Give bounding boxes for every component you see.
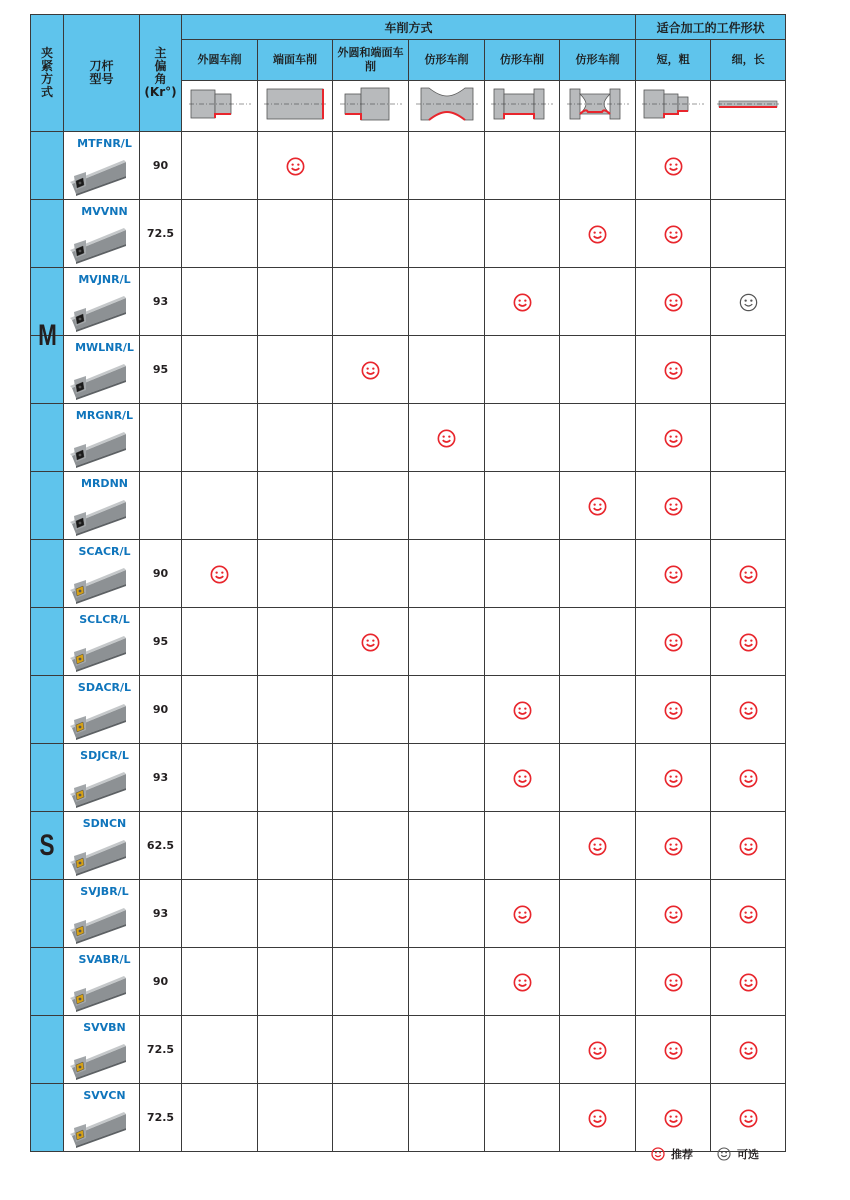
clamp-group-cell — [31, 200, 64, 268]
suitability-cell — [711, 880, 786, 948]
suitability-cell — [560, 948, 636, 1016]
recommended-smiley-icon — [513, 973, 532, 992]
clamp-group-cell — [31, 132, 64, 200]
recommended-smiley-icon — [664, 361, 683, 380]
suitability-cell — [485, 608, 560, 676]
suitability-cell — [409, 540, 485, 608]
column-header-4: 仿形车削 — [409, 40, 485, 81]
tool-model-name: MWLNR/L — [75, 341, 134, 354]
suitability-cell — [485, 812, 560, 880]
table-row — [31, 1084, 786, 1152]
suitability-cell — [485, 200, 560, 268]
column-header-7: 短，粗 — [636, 40, 711, 81]
table-row — [31, 1016, 786, 1084]
suitability-cell — [711, 472, 786, 540]
table-row — [31, 472, 786, 540]
optional-smiley-icon — [739, 293, 758, 312]
workpiece-shape-icon-4 — [415, 82, 479, 126]
suitability-cell — [485, 676, 560, 744]
tool-holder-icon — [68, 698, 130, 740]
lead-angle-cell: 72.5 — [140, 1016, 182, 1084]
suitability-cell — [258, 200, 333, 268]
suitability-cell — [333, 880, 409, 948]
recommended-smiley-icon — [651, 1147, 665, 1161]
suitability-cell — [182, 812, 258, 880]
recommended-smiley-icon — [513, 701, 532, 720]
suitability-cell — [182, 608, 258, 676]
clamp-label-char: 紧 — [40, 59, 53, 73]
table-row — [31, 608, 786, 676]
recommended-smiley-icon — [664, 837, 683, 856]
suitability-cell — [485, 132, 560, 200]
clamp-group-cell — [31, 880, 64, 948]
suitability-cell — [182, 132, 258, 200]
workpiece-shape-header: 适合加工的工件形状 — [636, 15, 786, 40]
workpiece-shape-icon-2 — [263, 82, 327, 126]
recommended-smiley-icon — [664, 497, 683, 516]
tool-holder-icon — [68, 630, 130, 672]
suitability-cell — [409, 1016, 485, 1084]
suitability-cell — [636, 608, 711, 676]
shape-illustration-cell — [258, 81, 333, 132]
suitability-cell — [258, 336, 333, 404]
tool-model-name: MVVNN — [81, 205, 128, 218]
suitability-cell — [409, 880, 485, 948]
suitability-cell — [711, 540, 786, 608]
column-header-5: 仿形车削 — [485, 40, 560, 81]
clamp-group-letter: M — [37, 318, 57, 352]
suitability-cell — [560, 472, 636, 540]
suitability-cell — [182, 200, 258, 268]
holder-label-line2: 型号 — [89, 72, 114, 86]
suitability-cell — [333, 744, 409, 812]
tool-holder-icon — [68, 834, 130, 876]
recommended-smiley-icon — [739, 565, 758, 584]
suitability-cell — [636, 1016, 711, 1084]
holder-label-line1: 刀杆 — [89, 59, 114, 73]
suitability-cell — [636, 812, 711, 880]
tool-model-name: MTFNR/L — [77, 137, 132, 150]
table-row — [31, 404, 786, 472]
tool-model-name: SDNCN — [82, 817, 127, 830]
tool-model-cell — [64, 744, 140, 812]
tool-model-cell — [64, 676, 140, 744]
recommended-smiley-icon — [664, 701, 683, 720]
tool-model-cell — [64, 200, 140, 268]
suitability-cell — [333, 472, 409, 540]
recommended-smiley-icon — [739, 633, 758, 652]
recommended-smiley-icon — [739, 1041, 758, 1060]
suitability-cell — [333, 1084, 409, 1152]
table-row — [31, 880, 786, 948]
suitability-cell — [711, 268, 786, 336]
suitability-cell — [711, 744, 786, 812]
table-row — [31, 200, 786, 268]
turning-method-header: 车削方式 — [182, 15, 636, 40]
suitability-cell — [636, 132, 711, 200]
clamp-group-cell — [31, 948, 64, 1016]
clamp-group-cell — [31, 744, 64, 812]
column-header-3: 外圆和端面车削 — [333, 40, 409, 81]
suitability-cell — [182, 540, 258, 608]
clamp-group-cell — [31, 472, 64, 540]
suitability-cell — [636, 336, 711, 404]
clamp-group-cell — [31, 540, 64, 608]
table-row — [31, 812, 786, 880]
suitability-cell — [409, 744, 485, 812]
recommended-smiley-icon — [739, 769, 758, 788]
suitability-cell — [258, 268, 333, 336]
recommended-smiley-icon — [513, 293, 532, 312]
suitability-cell — [182, 880, 258, 948]
column-header-6: 仿形车削 — [560, 40, 636, 81]
table-row — [31, 744, 786, 812]
suitability-cell — [409, 200, 485, 268]
recommended-smiley-icon — [739, 905, 758, 924]
suitability-cell — [636, 880, 711, 948]
suitability-cell — [485, 948, 560, 1016]
recommended-smiley-icon — [588, 1041, 607, 1060]
tool-model-name: SVVBN — [83, 1021, 126, 1034]
suitability-cell — [182, 472, 258, 540]
recommended-smiley-icon — [739, 701, 758, 720]
tool-holder-icon — [68, 154, 130, 196]
recommended-smiley-icon — [664, 633, 683, 652]
lead-angle-cell: 72.5 — [140, 200, 182, 268]
suitability-cell — [636, 744, 711, 812]
suitability-cell — [258, 472, 333, 540]
suitability-cell — [560, 1084, 636, 1152]
suitability-cell — [636, 1084, 711, 1152]
clamp-group-cell — [31, 1016, 64, 1084]
angle-label-line1: 主 — [154, 46, 167, 60]
suitability-cell — [711, 132, 786, 200]
table-row — [31, 540, 786, 608]
tool-model-cell — [64, 608, 140, 676]
clamp-group-cell — [31, 268, 64, 352]
tool-holder-icon — [68, 358, 130, 400]
suitability-cell — [333, 812, 409, 880]
suitability-cell — [333, 608, 409, 676]
suitability-cell — [711, 1084, 786, 1152]
tool-model-name: SCLCR/L — [79, 613, 130, 626]
tool-model-name: SVJBR/L — [80, 885, 129, 898]
suitability-cell — [409, 404, 485, 472]
suitability-cell — [560, 336, 636, 404]
clamp-method-header — [31, 15, 64, 132]
tool-holder-icon — [68, 1106, 130, 1148]
suitability-cell — [711, 676, 786, 744]
tool-model-name: SDACR/L — [77, 681, 132, 694]
lead-angle-cell: 62.5 — [140, 812, 182, 880]
lead-angle-cell — [140, 472, 182, 540]
suitability-cell — [560, 404, 636, 472]
suitability-cell — [636, 676, 711, 744]
suitability-cell — [258, 676, 333, 744]
suitability-cell — [711, 200, 786, 268]
tool-holder-icon — [68, 494, 130, 536]
suitability-cell — [711, 608, 786, 676]
recommended-smiley-icon — [664, 973, 683, 992]
suitability-cell — [333, 1016, 409, 1084]
suitability-cell — [182, 744, 258, 812]
recommended-smiley-icon — [588, 837, 607, 856]
table-row — [31, 132, 786, 200]
tool-model-cell — [64, 948, 140, 1016]
workpiece-shape-icon-5 — [490, 82, 554, 126]
suitability-cell — [409, 812, 485, 880]
recommended-smiley-icon — [664, 1041, 683, 1060]
angle-label-line3: 角 — [154, 72, 167, 86]
clamp-group-cell — [31, 608, 64, 676]
suitability-cell — [333, 404, 409, 472]
lead-angle-cell: 93 — [140, 268, 182, 336]
shape-illustration-cell — [409, 81, 485, 132]
workpiece-shape-icon-3 — [339, 82, 403, 126]
tool-model-name: MRDNN — [81, 477, 128, 490]
suitability-cell — [182, 948, 258, 1016]
suitability-cell — [485, 336, 560, 404]
tool-holder-icon — [68, 222, 130, 264]
lead-angle-cell: 90 — [140, 676, 182, 744]
holder-model-header — [64, 15, 140, 132]
suitability-cell — [409, 268, 485, 336]
recommended-smiley-icon — [664, 1109, 683, 1128]
workpiece-shape-icon-1 — [188, 82, 252, 126]
suitability-cell — [409, 948, 485, 1016]
suitability-cell — [485, 268, 560, 336]
workpiece-shape-icon-8 — [716, 82, 780, 126]
suitability-cell — [409, 1084, 485, 1152]
suitability-cell — [333, 132, 409, 200]
shape-illustration-cell — [636, 81, 711, 132]
recommended-smiley-icon — [361, 633, 380, 652]
suitability-cell — [333, 676, 409, 744]
workpiece-shape-icon-7 — [641, 82, 705, 126]
suitability-cell — [711, 812, 786, 880]
lead-angle-cell: 90 — [140, 540, 182, 608]
recommended-smiley-icon — [739, 837, 758, 856]
recommended-smiley-icon — [361, 361, 380, 380]
suitability-cell — [636, 472, 711, 540]
lead-angle-cell: 90 — [140, 132, 182, 200]
legend — [651, 1146, 759, 1162]
column-header-8: 细，长 — [711, 40, 786, 81]
suitability-cell — [560, 540, 636, 608]
workpiece-shape-icon-6 — [566, 82, 630, 126]
legend-optional — [717, 1146, 759, 1162]
lead-angle-cell: 72.5 — [140, 1084, 182, 1152]
suitability-cell — [636, 200, 711, 268]
lead-angle-cell: 95 — [140, 336, 182, 404]
suitability-cell — [258, 540, 333, 608]
lead-angle-header — [140, 15, 182, 132]
table-row — [31, 948, 786, 1016]
suitability-cell — [560, 880, 636, 948]
clamp-group-letter: S — [39, 828, 55, 862]
tool-model-name: MVJNR/L — [78, 273, 131, 286]
suitability-cell — [560, 1016, 636, 1084]
suitability-cell — [182, 268, 258, 336]
tool-model-name: SVVCN — [83, 1089, 126, 1102]
legend-recommended — [651, 1146, 693, 1162]
angle-label-line4: (Kr°) — [144, 85, 177, 99]
lead-angle-cell: 93 — [140, 880, 182, 948]
column-header-1: 外圆车削 — [182, 40, 258, 81]
recommended-smiley-icon — [513, 769, 532, 788]
clamp-label-char: 方 — [40, 72, 53, 86]
suitability-cell — [258, 1016, 333, 1084]
tool-selection-table — [30, 14, 786, 1152]
tool-holder-icon — [68, 766, 130, 808]
suitability-cell — [485, 472, 560, 540]
angle-label-line2: 偏 — [154, 59, 167, 73]
suitability-cell — [258, 812, 333, 880]
suitability-cell — [333, 540, 409, 608]
suitability-cell — [409, 472, 485, 540]
suitability-cell — [560, 608, 636, 676]
suitability-cell — [258, 404, 333, 472]
suitability-cell — [333, 200, 409, 268]
tool-model-name: SVABR/L — [78, 953, 131, 966]
suitability-cell — [485, 540, 560, 608]
tool-model-cell — [64, 1016, 140, 1084]
tool-holder-icon — [68, 290, 130, 332]
suitability-cell — [711, 1016, 786, 1084]
suitability-cell — [485, 744, 560, 812]
clamp-label-char: 夹 — [40, 46, 53, 60]
recommended-smiley-icon — [513, 905, 532, 924]
lead-angle-cell: 90 — [140, 948, 182, 1016]
recommended-smiley-icon — [664, 225, 683, 244]
suitability-cell — [711, 404, 786, 472]
recommended-smiley-icon — [588, 225, 607, 244]
suitability-cell — [182, 1016, 258, 1084]
suitability-cell — [560, 812, 636, 880]
suitability-cell — [258, 132, 333, 200]
suitability-cell — [485, 1084, 560, 1152]
recommended-smiley-icon — [437, 429, 456, 448]
suitability-cell — [258, 744, 333, 812]
tool-model-name: SCACR/L — [78, 545, 131, 558]
tool-holder-icon — [68, 1038, 130, 1080]
tool-model-cell — [64, 336, 140, 404]
shape-illustration-cell — [485, 81, 560, 132]
tool-holder-icon — [68, 902, 130, 944]
suitability-cell — [636, 948, 711, 1016]
lead-angle-cell: 93 — [140, 744, 182, 812]
tool-holder-icon — [68, 562, 130, 604]
tool-model-cell — [64, 540, 140, 608]
suitability-cell — [485, 1016, 560, 1084]
tool-model-cell — [64, 812, 140, 880]
table-row — [31, 268, 786, 336]
clamp-group-cell — [31, 812, 64, 880]
suitability-cell — [333, 336, 409, 404]
recommended-smiley-icon — [739, 973, 758, 992]
suitability-cell — [333, 948, 409, 1016]
optional-smiley-icon — [717, 1147, 731, 1161]
legend-recommended-label: 推荐 — [671, 1148, 693, 1161]
tool-model-cell — [64, 404, 140, 472]
suitability-cell — [560, 200, 636, 268]
table-row — [31, 336, 786, 404]
recommended-smiley-icon — [286, 157, 305, 176]
suitability-cell — [560, 676, 636, 744]
recommended-smiley-icon — [664, 429, 683, 448]
suitability-cell — [560, 132, 636, 200]
suitability-cell — [182, 1084, 258, 1152]
clamp-method-label — [41, 47, 53, 99]
tool-model-cell — [64, 268, 140, 336]
clamp-label-char: 式 — [40, 85, 53, 99]
recommended-smiley-icon — [588, 497, 607, 516]
tool-model-cell — [64, 472, 140, 540]
lead-angle-cell — [140, 404, 182, 472]
suitability-cell — [485, 880, 560, 948]
suitability-cell — [636, 404, 711, 472]
suitability-cell — [409, 676, 485, 744]
recommended-smiley-icon — [210, 565, 229, 584]
tool-model-name: SDJCR/L — [80, 749, 129, 762]
tool-model-cell — [64, 880, 140, 948]
suitability-cell — [636, 268, 711, 336]
suitability-cell — [636, 540, 711, 608]
suitability-cell — [409, 132, 485, 200]
shape-illustration-cell — [182, 81, 258, 132]
shape-illustration-cell — [333, 81, 409, 132]
suitability-cell — [560, 268, 636, 336]
shape-illustration-cell — [711, 81, 786, 132]
suitability-cell — [333, 268, 409, 336]
suitability-cell — [258, 1084, 333, 1152]
suitability-cell — [711, 336, 786, 404]
suitability-cell — [409, 336, 485, 404]
suitability-cell — [560, 744, 636, 812]
recommended-smiley-icon — [664, 905, 683, 924]
recommended-smiley-icon — [739, 1109, 758, 1128]
suitability-cell — [258, 880, 333, 948]
column-header-2: 端面车削 — [258, 40, 333, 81]
recommended-smiley-icon — [664, 769, 683, 788]
tool-model-cell — [64, 1084, 140, 1152]
suitability-cell — [258, 948, 333, 1016]
recommended-smiley-icon — [664, 293, 683, 312]
clamp-group-cell — [31, 404, 64, 472]
suitability-cell — [182, 404, 258, 472]
tool-model-name: MRGNR/L — [75, 409, 134, 422]
shape-illustration-cell — [560, 81, 636, 132]
suitability-cell — [182, 676, 258, 744]
tool-model-cell — [64, 132, 140, 200]
tool-holder-icon — [68, 970, 130, 1012]
recommended-smiley-icon — [664, 565, 683, 584]
suitability-cell — [409, 608, 485, 676]
suitability-cell — [258, 608, 333, 676]
clamp-group-cell — [31, 1084, 64, 1152]
lead-angle-cell: 95 — [140, 608, 182, 676]
suitability-cell — [182, 336, 258, 404]
suitability-cell — [711, 948, 786, 1016]
suitability-cell — [485, 404, 560, 472]
legend-optional-label: 可选 — [737, 1148, 759, 1161]
tool-holder-icon — [68, 426, 130, 468]
clamp-group-cell — [31, 676, 64, 744]
table-row — [31, 676, 786, 744]
recommended-smiley-icon — [588, 1109, 607, 1128]
recommended-smiley-icon — [664, 157, 683, 176]
